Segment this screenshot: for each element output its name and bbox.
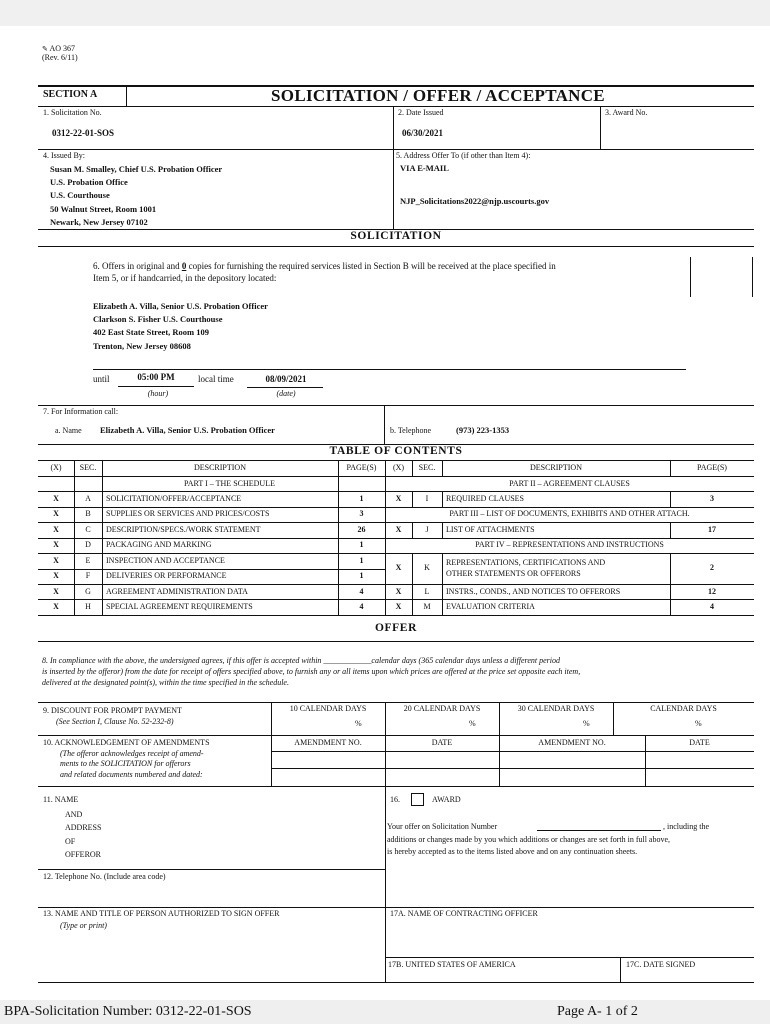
discount-col-30: 30 CALENDAR DAYS xyxy=(517,704,595,713)
discount-percent: % xyxy=(469,719,476,728)
award-checkbox[interactable] xyxy=(411,793,424,806)
toc-row-x: X xyxy=(53,587,59,596)
item6-text-line2: Item 5, or if handcarried, in the depository located: xyxy=(93,273,277,283)
offeror-address-labels: AND ADDRESS OF OFFEROR xyxy=(65,810,102,860)
discount-col-20: 20 CALENDAR DAYS xyxy=(403,704,481,713)
toc-row-x: X xyxy=(53,556,59,565)
toc-part-1: PART I – THE SCHEDULE xyxy=(184,479,275,488)
discount-col-other: CALENDAR DAYS xyxy=(650,704,717,713)
toc-col-sec: SEC. xyxy=(79,463,97,472)
toc-row-sec: L xyxy=(424,587,430,596)
issued-by-line: 50 Walnut Street, Room 1001 xyxy=(50,203,157,214)
signer-sub: (Type or print) xyxy=(60,921,107,930)
amendment-date-header: DATE xyxy=(431,738,453,747)
toc-row-sec: B xyxy=(85,509,91,518)
toc-row-sec: H xyxy=(85,602,91,611)
toc-row-x: X xyxy=(53,525,59,534)
toc-row-desc: SUPPLIES OR SERVICES AND PRICES/COSTS xyxy=(106,509,270,518)
united-states-label: 17B. UNITED STATES OF AMERICA xyxy=(388,960,516,969)
issued-by-line: Newark, New Jersey 07102 xyxy=(50,216,148,227)
toc-row-desc: DESCRIPTION/SPECS./WORK STATEMENT xyxy=(106,525,261,534)
toc-row-x: X xyxy=(395,602,402,611)
toc-row-x: X xyxy=(395,563,402,572)
solicitation-heading: SOLICITATION xyxy=(350,230,442,242)
toc-row-pages: 1 xyxy=(359,540,364,549)
award-no-label: 3. Award No. xyxy=(605,108,648,117)
toc-row-sec: I xyxy=(425,494,429,503)
hour-caption: (hour) xyxy=(147,389,169,398)
discount-percent: % xyxy=(583,719,590,728)
toc-part-3: PART III – LIST OF DOCUMENTS, EXHIBITS AND OTHER ATTACH. xyxy=(449,509,690,518)
toc-row-desc: REQUIRED CLAUSES xyxy=(446,494,525,503)
toc-row-x: X xyxy=(53,571,59,580)
toc-row-desc: INSTRS., CONDS., AND NOTICES TO OFFERORS xyxy=(446,587,621,596)
date-issued-label: 2. Date Issued xyxy=(398,108,444,117)
discount-ref: (See Section I, Clause No. 52-232-8) xyxy=(56,717,174,726)
until-date: 08/09/2021 xyxy=(265,374,307,384)
top-margin-band xyxy=(0,0,770,26)
award-solicitation-number-blank xyxy=(537,830,661,831)
toc-row-pages: 17 xyxy=(708,525,716,534)
toc-row-sec: G xyxy=(85,587,91,596)
info-name-label: a. Name xyxy=(55,426,82,435)
contracting-officer-label: 17A. NAME OF CONTRACTING OFFICER xyxy=(390,909,538,918)
discount-col-10: 10 CALENDAR DAYS xyxy=(289,704,367,713)
toc-row-sec: M xyxy=(423,602,431,611)
toc-row-desc: AGREEMENT ADMINISTRATION DATA xyxy=(106,587,248,596)
address-offer-email: NJP_Solicitations2022@njp.uscourts.gov xyxy=(400,196,550,206)
toc-row-x: X xyxy=(53,494,59,503)
section-label: SECTION A xyxy=(43,89,98,100)
issued-by-line: Susan M. Smalley, Chief U.S. Probation Officer xyxy=(50,164,223,174)
toc-row-sec: K xyxy=(424,563,430,572)
toc-row-sec: F xyxy=(85,571,91,580)
toc-row-x: X xyxy=(53,509,59,518)
toc-part-2: PART II – AGREEMENT CLAUSES xyxy=(509,479,630,488)
solicitation-no-value: 0312-22-01-SOS xyxy=(52,128,115,138)
issued-by-label: 4. Issued By: xyxy=(43,151,85,160)
ack-instructions: (The offeror acknowledges receipt of amend- ments to the SOLICITATION for offerors and related documents numbered and dated: xyxy=(60,749,204,779)
footer-page-number: Page A- 1 of 2 xyxy=(557,1004,638,1019)
form-id: ✎ AO 367 xyxy=(42,44,75,53)
toc-row-x: X xyxy=(395,494,402,503)
toc-row-pages: 26 xyxy=(357,525,366,534)
form-title: SOLICITATION / OFFER / ACCEPTANCE xyxy=(271,86,605,105)
toc-col-x: (X) xyxy=(392,463,405,472)
toc-row-x: X xyxy=(53,540,59,549)
local-time-label: local time xyxy=(198,374,234,384)
toc-col-x: (X) xyxy=(50,463,62,472)
toc-row-pages: 3 xyxy=(359,509,364,518)
issued-by-line: U.S. Courthouse xyxy=(50,190,110,201)
depository-line: 402 East State Street, Room 109 xyxy=(93,327,209,338)
toc-row-pages: 1 xyxy=(359,571,364,580)
amendment-date-header: DATE xyxy=(689,738,710,747)
amendment-no-header: AMENDMENT NO. xyxy=(294,738,362,747)
toc-row-sec: E xyxy=(85,556,91,565)
toc-col-description: DESCRIPTION xyxy=(193,463,246,472)
until-label: until xyxy=(93,374,110,384)
until-time: 05:00 PM xyxy=(137,372,175,382)
toc-row-pages: 4 xyxy=(359,602,364,611)
toc-row-desc: INSPECTION AND ACCEPTANCE xyxy=(106,556,225,565)
info-phone-label: b. Telephone xyxy=(390,426,432,435)
toc-row-pages: 1 xyxy=(359,494,364,503)
info-call-label: 7. For Information call: xyxy=(43,407,119,416)
ack-label: 10. ACKNOWLEDGEMENT OF AMENDMENTS xyxy=(43,738,210,747)
address-offer-method: VIA E-MAIL xyxy=(400,163,449,173)
signer-label: 13. NAME AND TITLE OF PERSON AUTHORIZED TO SIGN OFFER xyxy=(43,909,280,918)
toc-row-pages: 3 xyxy=(710,494,714,503)
issued-by-address xyxy=(50,163,222,229)
toc-col-sec: SEC. xyxy=(418,463,436,472)
solicitation-no-label: 1. Solicitation No. xyxy=(43,108,102,117)
award-item-number: 16. xyxy=(390,795,400,804)
date-issued-value: 06/30/2021 xyxy=(402,128,444,138)
item6-text-line1: 6. Offers in original and 0 copies for furnishing the required services listed in Section B will be received at the place specified in xyxy=(93,261,556,271)
award-text-line1: Your offer on Solicitation Number xyxy=(387,822,498,831)
info-name-value: Elizabeth A. Villa, Senior U.S. Probation Officer xyxy=(100,425,275,435)
toc-row-desc: SPECIAL AGREEMENT REQUIREMENTS xyxy=(106,602,253,611)
depository-line: Clarkson S. Fisher U.S. Courthouse xyxy=(93,314,223,325)
offer-heading: OFFER xyxy=(375,622,417,634)
footer-solicitation-number: BPA-Solicitation Number: 0312-22-01-SOS xyxy=(4,1004,252,1019)
award-label: AWARD xyxy=(432,795,461,804)
toc-row-desc: DELIVERIES OR PERFORMANCE xyxy=(106,571,227,580)
toc-part-4: PART IV – REPRESENTATIONS AND INSTRUCTIONS xyxy=(475,540,664,549)
item8-text: 8. In compliance with the above, the undersigned agrees, if this offer is accepted within ____________calendar days (365 calendar days unless a different period is inserted by the offeror) from the date for receipt of offers specified above, to furnish any or all items upon which prices are offered at the price set opposite each item, delivered at the designated point(s), within the time specified in the schedule. xyxy=(42,656,581,688)
discount-percent: % xyxy=(695,719,702,728)
date-caption: (date) xyxy=(276,389,296,398)
toc-col-pages: PAGE(S) xyxy=(346,463,377,472)
telephone-label: 12. Telephone No. (Include area code) xyxy=(43,872,166,881)
toc-row-pages: 4 xyxy=(359,587,364,596)
toc-row-sec: D xyxy=(85,540,91,549)
form-revision: (Rev. 6/11) xyxy=(42,53,78,62)
toc-row-sec: A xyxy=(85,494,91,503)
award-text-line2: additions or changes made by you which additions or changes are set forth in full above, xyxy=(387,835,671,844)
toc-row-desc: SOLICITATION/OFFER/ACCEPTANCE xyxy=(106,494,242,503)
toc-row-x: X xyxy=(395,587,402,596)
pencil-icon: ✎ xyxy=(42,45,48,53)
address-offer-label: 5. Address Offer To (if other than Item 4): xyxy=(396,151,531,160)
copies-count: 0 xyxy=(181,261,187,271)
toc-col-pages: PAGE(S) xyxy=(697,463,727,472)
award-text-line1-end: , including the xyxy=(663,822,709,831)
depository-line: Elizabeth A. Villa, Senior U.S. Probation Officer xyxy=(93,301,268,311)
toc-row-pages: 1 xyxy=(359,556,364,565)
toc-row-x: X xyxy=(53,602,59,611)
discount-label: 9. DISCOUNT FOR PROMPT PAYMENT xyxy=(43,706,182,715)
toc-row-x: X xyxy=(395,525,402,534)
toc-row-sec: J xyxy=(425,525,429,534)
award-text-line3: is hereby accepted as to the items listed above and on any continuation sheets. xyxy=(387,847,638,856)
depository-address xyxy=(93,300,268,353)
date-signed-label: 17C. DATE SIGNED xyxy=(626,960,696,969)
toc-row-desc: EVALUATION CRITERIA xyxy=(446,602,535,611)
info-phone-value: (973) 223-1353 xyxy=(456,425,510,435)
toc-row-pages: 2 xyxy=(710,563,714,572)
issued-by-line: U.S. Probation Office xyxy=(50,177,128,188)
toc-row-desc: PACKAGING AND MARKING xyxy=(106,540,212,549)
toc-row-pages: 12 xyxy=(708,587,716,596)
toc-row-desc: LIST OF ATTACHMENTS xyxy=(446,525,535,534)
toc-heading: TABLE OF CONTENTS xyxy=(329,445,463,457)
toc-row-desc: REPRESENTATIONS, CERTIFICATIONS AND OTHER STATEMENTS OR OFFERORS xyxy=(446,558,606,578)
offeror-name-label: 11. NAME xyxy=(43,795,79,804)
toc-col-description: DESCRIPTION xyxy=(529,463,582,472)
toc-row-pages: 4 xyxy=(710,602,714,611)
discount-percent: % xyxy=(355,719,362,728)
amendment-no-header: AMENDMENT NO. xyxy=(538,738,606,747)
depository-line: Trenton, New Jersey 08608 xyxy=(93,340,191,351)
toc-row-sec: C xyxy=(85,525,91,534)
